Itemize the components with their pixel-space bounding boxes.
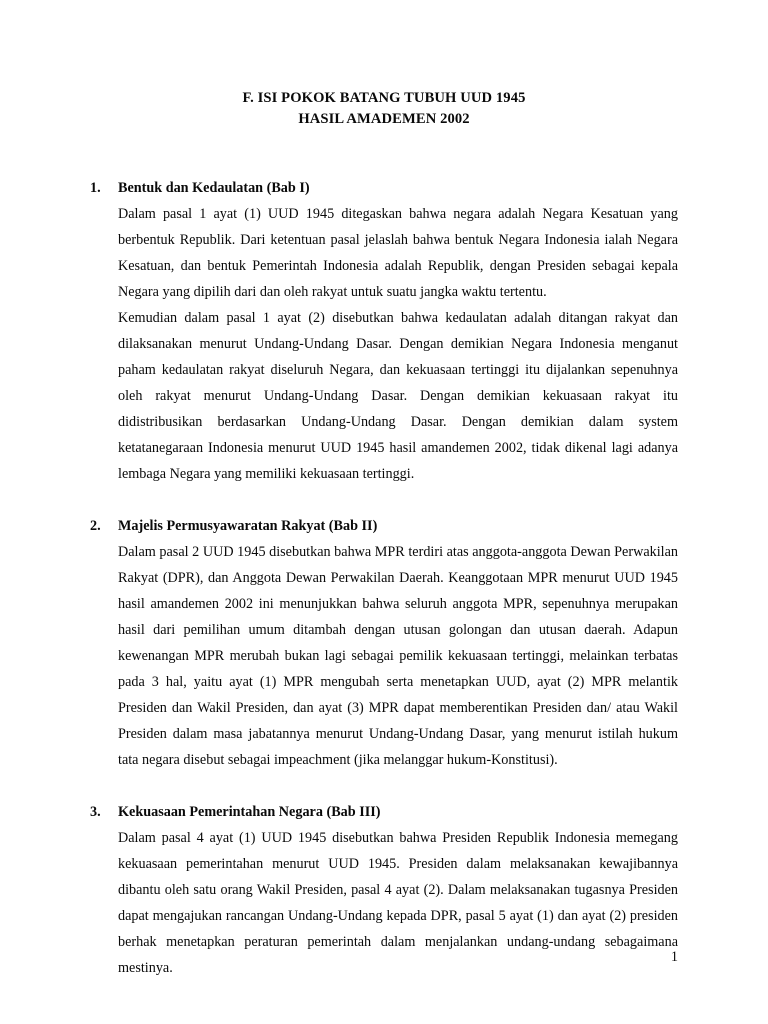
section-1-paragraph-2: Kemudian dalam pasal 1 ayat (2) disebutkan bahwa kedaulatan adalah ditangan rakyat dan dilaksanakan menurut Undang-Undang Dasar. Dengan demikian Negara Indonesia menganut paham kedaulatan rakyat diseluruh Negara, dan kekuasaan tertinggi itu dijalankan sepenuhnya oleh rakyat menurut Undang-Undang Dasar. Dengan demikian kekuasaan rakyat itu didistribusikan berdasarkan Undang-Undang Dasar. Dengan demikian dalam system ketatanegaraan Indonesia menurut UUD 1945 hasil amandemen 2002, tidak dikenal lagi adanya lembaga Negara yang memiliki kekuasaan tertinggi.: [118, 310, 678, 482]
section-2-heading-text: Majelis Permusyawaratan Rakyat (Bab II): [118, 518, 378, 534]
section-1-heading: [90, 175, 678, 201]
document-body: [90, 175, 678, 981]
section-1-body: [90, 201, 678, 487]
document-title: [90, 88, 678, 130]
section-3-number: 3.: [90, 804, 101, 820]
section-1-paragraph-1: Dalam pasal 1 ayat (1) UUD 1945 ditegaskan bahwa negara adalah Negara Kesatuan yang berbentuk Republik. Dari ketentuan pasal jelaslah bahwa bentuk Negara Indonesia ialah Negara Kesatuan, dan bentuk Pemerintah Indonesia adalah Republik, dengan Presiden sebagai kepala Negara yang dipilih dari dan oleh rakyat untuk suatu jangka waktu tertentu.: [118, 206, 678, 300]
section-1-heading-text: Bentuk dan Kedaulatan (Bab I): [118, 180, 310, 196]
section-3-heading-text: Kekuasaan Pemerintahan Negara (Bab III): [118, 804, 381, 820]
section-1: [90, 175, 678, 487]
document-title-line-1: F. ISI POKOK BATANG TUBUH UUD 1945: [242, 90, 526, 106]
document-title-line-2: HASIL AMADEMEN 2002: [298, 111, 470, 127]
page-number: 1: [670, 949, 678, 965]
section-2-heading: [90, 513, 678, 539]
section-1-number: 1.: [90, 180, 101, 196]
section-2: [90, 513, 678, 773]
section-3-paragraph-1: Dalam pasal 4 ayat (1) UUD 1945 disebutkan bahwa Presiden Republik Indonesia memegang kekuasaan pemerintahan menurut UUD 1945. Presiden dalam melaksanakan kewajibannya dibantu oleh satu orang Wakil Presiden, pasal 4 ayat (2). Dalam melaksanakan tugasnya Presiden dapat mengajukan rancangan Undang-Undang kepada DPR, pasal 5 ayat (1) dan ayat (2) presiden berhak menetapkan peraturan pemerintah dalam menjalankan undang-undang sebagaimana mestinya.: [118, 830, 678, 976]
section-2-body: [90, 539, 678, 773]
section-2-paragraph-1: Dalam pasal 2 UUD 1945 disebutkan bahwa MPR terdiri atas anggota-anggota Dewan Perwakilan Rakyat (DPR), dan Anggota Dewan Perwakilan Daerah. Keanggotaan MPR menurut UUD 1945 hasil amandemen 2002 ini menunjukkan bahwa seluruh anggota MPR, sepenuhnya merupakan hasil dari pemilihan umum ditambah dengan utusan golongan dan utusan daerah. Adapun kewenangan MPR merubah bukan lagi sebagai pemilik kekuasaan tertinggi, melainkan terbatas pada 3 hal, yaitu ayat (1) MPR mengubah serta menetapkan UUD, ayat (2) MPR melantik Presiden dan Wakil Presiden, dan ayat (3) MPR dapat memberentikan Presiden dan/ atau Wakil Presiden dalam masa jabatannya menurut Undang-Undang Dasar, yang menurut istilah hukum tata negara disebut sebagai impeachment (jika melanggar hukum-Konstitusi).: [118, 544, 678, 768]
section-3-heading: [90, 799, 678, 825]
section-2-number: 2.: [90, 518, 101, 534]
